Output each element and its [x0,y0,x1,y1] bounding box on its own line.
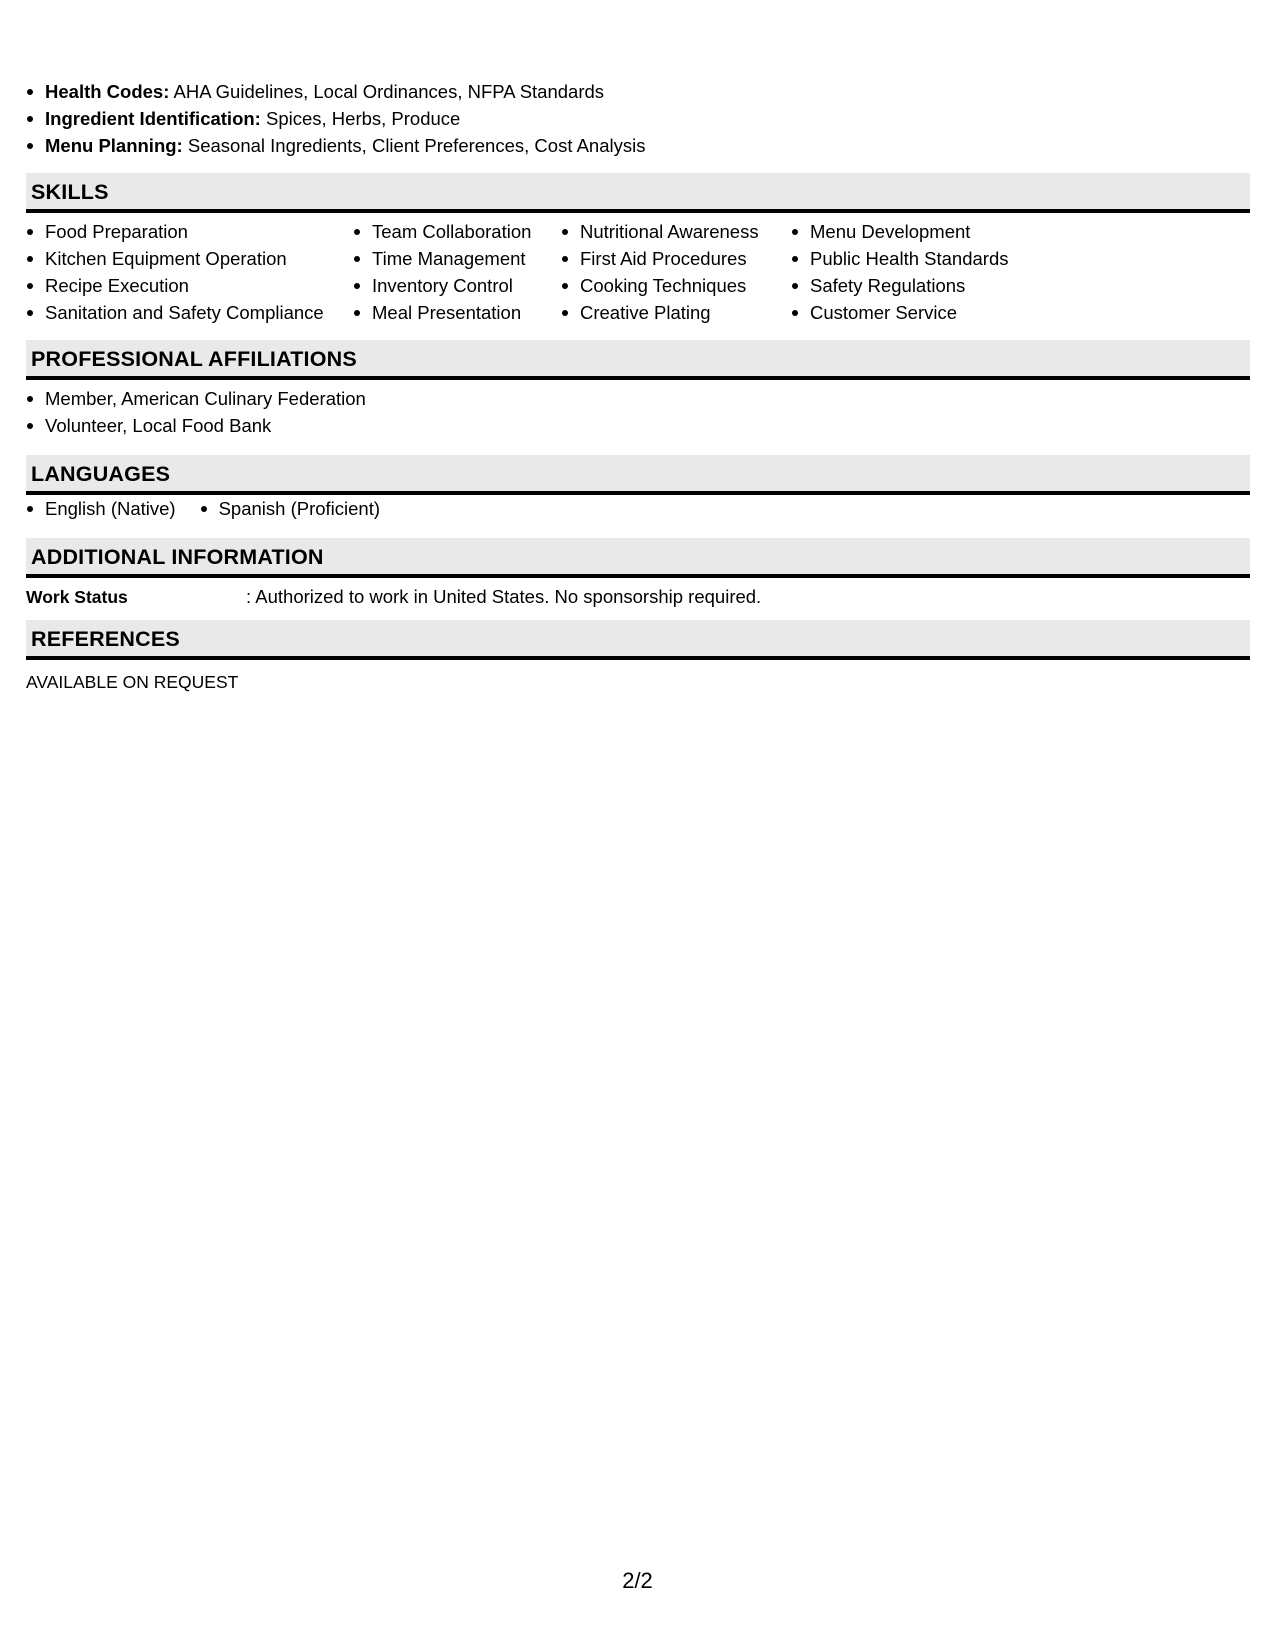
knowledge-label: Health Codes: [45,81,170,102]
skills-column [561,218,791,326]
skill-item: Team Collaboration [353,218,561,245]
knowledge-label: Ingredient Identification: [45,108,261,129]
section-heading-affiliations: PROFESSIONAL AFFILIATIONS [26,340,1250,380]
language-item: English (Native) [26,495,176,522]
knowledge-text: Seasonal Ingredients, Client Preferences, Cost Analysis [182,135,646,156]
skills-column [791,218,1091,326]
skill-item: Sanitation and Safety Compliance [26,299,353,326]
knowledge-item [26,105,1250,132]
affiliations-list [26,385,1250,439]
affiliation-item: Volunteer, Local Food Bank [26,412,1250,439]
work-status-row [26,585,1250,609]
language-item: Spanish (Proficient) [200,495,380,522]
skills-column [26,218,353,326]
skill-item: Meal Presentation [353,299,561,326]
section-heading-references: REFERENCES [26,620,1250,660]
skill-item: Menu Development [791,218,1091,245]
knowledge-text: Spices, Herbs, Produce [260,108,461,129]
skill-item: Food Preparation [26,218,353,245]
knowledge-item [26,132,1250,159]
skill-item: Inventory Control [353,272,561,299]
skill-item: Kitchen Equipment Operation [26,245,353,272]
section-heading-additional-information: ADDITIONAL INFORMATION [26,538,1250,578]
skill-item: Cooking Techniques [561,272,791,299]
knowledge-text: AHA Guidelines, Local Ordinances, NFPA Standards [169,81,605,102]
skill-item: Safety Regulations [791,272,1091,299]
skill-item: First Aid Procedures [561,245,791,272]
references-text: AVAILABLE ON REQUEST [26,672,239,692]
section-heading-skills: SKILLS [26,173,1250,213]
skill-item: Creative Plating [561,299,791,326]
knowledge-label: Menu Planning: [45,135,183,156]
skills-column [353,218,561,326]
skill-item: Recipe Execution [26,272,353,299]
resume-page [26,78,1250,694]
knowledge-list [26,78,1250,159]
page-number: 2/2 [622,1568,653,1593]
work-status-value: : Authorized to work in United States. No sponsorship required. [246,586,762,607]
knowledge-item [26,78,1250,105]
affiliation-item: Member, American Culinary Federation [26,385,1250,412]
skill-item: Nutritional Awareness [561,218,791,245]
skill-item: Public Health Standards [791,245,1091,272]
work-status-label: Work Status [26,587,128,607]
section-heading-languages: LANGUAGES [26,455,1250,495]
skill-item: Time Management [353,245,561,272]
skill-item: Customer Service [791,299,1091,326]
languages-list [26,495,1250,522]
skills-grid [26,218,1250,326]
